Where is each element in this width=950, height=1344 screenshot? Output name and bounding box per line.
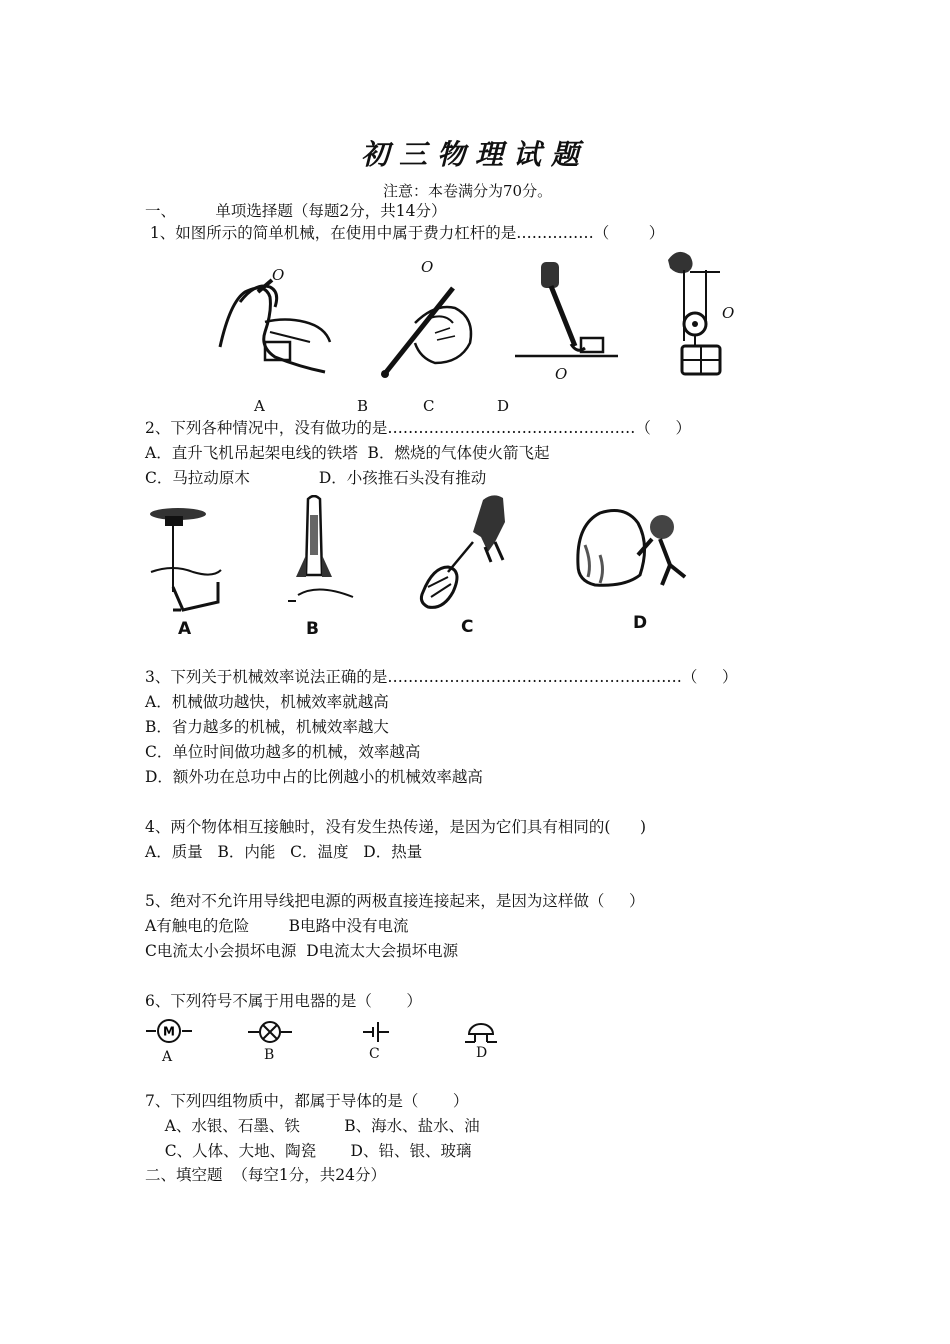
q2-figure-d-rock — [570, 505, 700, 595]
page-title: 初三物理试题 — [360, 138, 589, 171]
q3-stem: 3、下列关于机械效率说法正确的是…………………………………………………（ ） — [145, 668, 738, 686]
q2-options-ab: A．直升飞机吊起架电线的铁塔 B．燃烧的气体使火箭飞起 — [145, 444, 550, 462]
q3-option-c: C．单位时间做功越多的机械，效率越高 — [145, 743, 421, 761]
q5-options-cd: C电流太小会损坏电源 D电流太大会损坏电源 — [145, 942, 459, 960]
section-2-heading: 二、填空题 （每空1分，共24分） — [145, 1166, 386, 1184]
q2-label-a: A — [178, 619, 192, 639]
q1-label-a: A — [254, 397, 265, 415]
q1-figure-c-crowbar — [513, 258, 623, 370]
q1-label-b: B — [357, 397, 369, 415]
q6-label-a: A — [162, 1049, 173, 1065]
q1-pivot-d: O — [722, 304, 735, 322]
q6-symbol-a-motor — [146, 1018, 192, 1044]
motor-letter: M — [163, 1024, 175, 1039]
q1-label-d: D — [497, 397, 510, 415]
q1-pivot-c: O — [555, 365, 568, 383]
q4-options: A．质量 B．内能 C．温度 D．热量 — [145, 843, 423, 861]
q7-stem: 7、下列四组物质中，都属于导体的是（ ） — [145, 1092, 469, 1110]
q3-option-d: D．额外功在总功中占的比例越小的机械效率越高 — [145, 768, 483, 786]
q4-stem: 4、两个物体相互接触时，没有发生热传递，是因为它们具有相同的( ) — [145, 818, 647, 836]
q1-figure-b-pen — [375, 268, 485, 383]
q2-label-d: D — [633, 613, 648, 633]
q3-option-b: B．省力越多的机械，机械效率越大 — [145, 718, 389, 736]
q5-stem: 5、绝对不允许用导线把电源的两极直接连接起来，是因为这样做（ ） — [145, 892, 645, 910]
q6-symbol-d-bell — [465, 1022, 497, 1044]
q6-label-c: C — [369, 1046, 380, 1062]
score-note: 注意：本卷满分为70分。 — [383, 182, 553, 200]
q2-options-cd: C．马拉动原木 D．小孩推石头没有推动 — [145, 469, 487, 487]
q2-stem: 2、下列各种情况中，没有做功的是…………………………………………（ ） — [145, 419, 691, 437]
section-1-heading: 一、 单项选择题（每题2分，共14分） — [145, 202, 447, 220]
q6-label-d: D — [476, 1045, 488, 1061]
q7-options-ab: A、水银、石墨、铁 B、海水、盐水、油 — [145, 1117, 480, 1135]
q1-label-c: C — [423, 397, 435, 415]
q2-figure-a-helicopter — [143, 502, 233, 617]
q2-figure-b-rocket — [278, 495, 358, 613]
q2-label-c: C — [461, 617, 474, 637]
q6-stem: 6、下列符号不属于用电器的是（ ） — [145, 992, 422, 1010]
q6-symbol-c-battery — [363, 1021, 389, 1043]
q3-option-a: A．机械做功越快，机械效率就越高 — [145, 693, 389, 711]
q7-options-cd: C、人体、大地、陶瓷 D、铅、银、玻璃 — [145, 1142, 472, 1160]
q2-figure-c-horse — [413, 492, 513, 614]
q6-symbol-b-lamp — [248, 1019, 292, 1045]
q1-pivot-a: O — [272, 266, 285, 284]
q1-stem: 1、如图所示的简单机械，在使用中属于费力杠杆的是……………（ ） — [145, 224, 665, 242]
q2-label-b: B — [306, 619, 319, 639]
q5-options-ab: A有触电的危险 B电路中没有电流 — [145, 917, 409, 935]
q1-pivot-b: O — [421, 258, 434, 276]
q6-label-b: B — [264, 1047, 275, 1063]
